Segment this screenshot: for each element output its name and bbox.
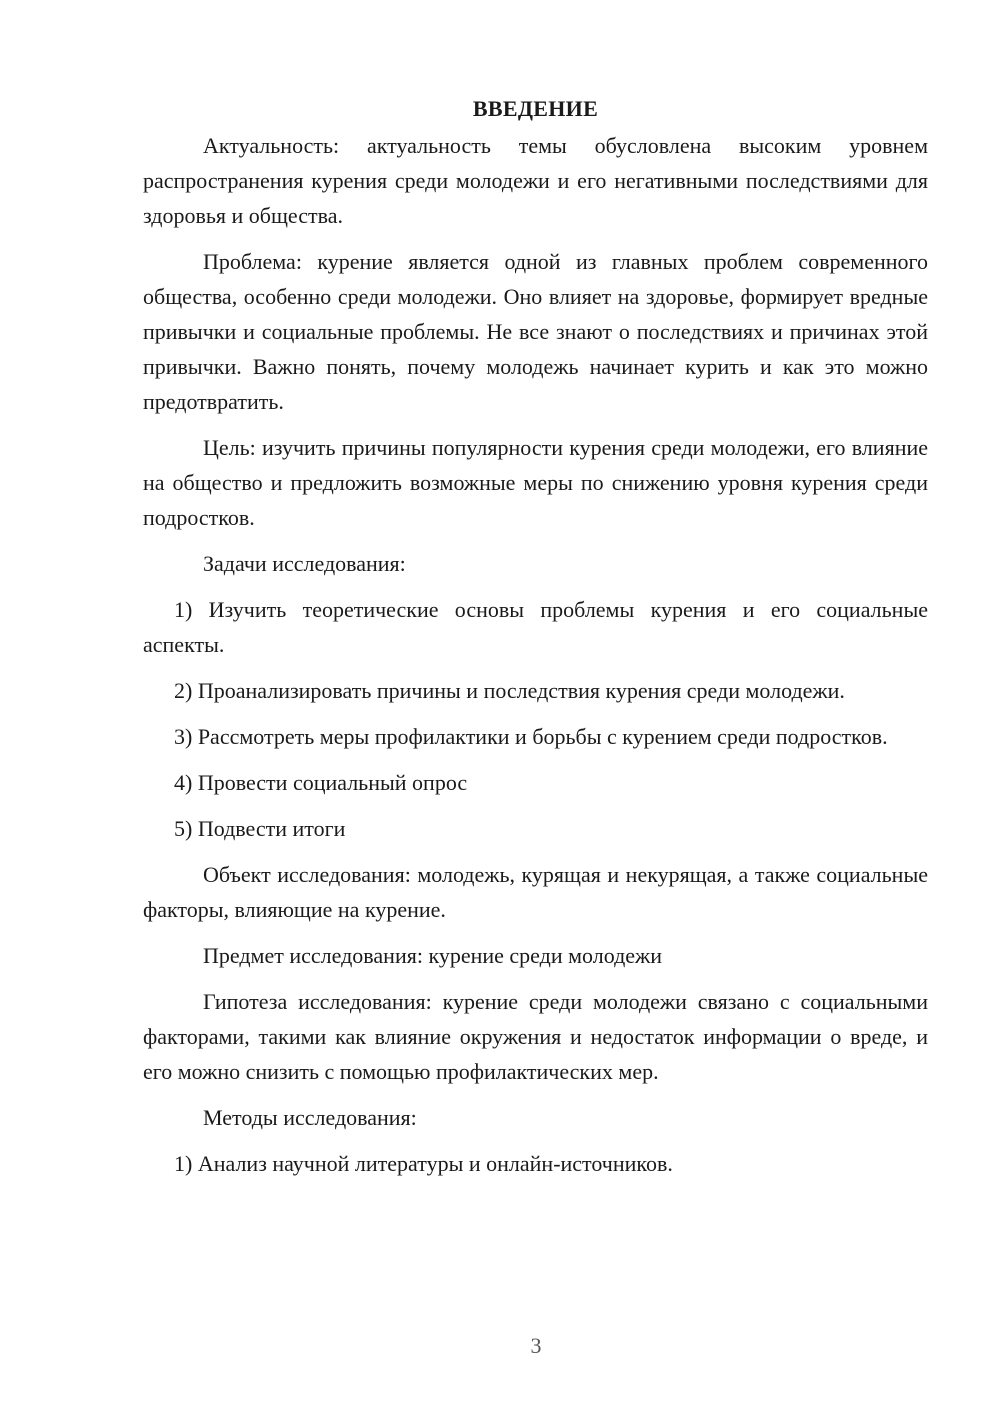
section-title: ВВЕДЕНИЕ: [472, 96, 599, 121]
method-item-1: 1) Анализ научной литературы и онлайн-источников.: [174, 1151, 673, 1176]
paragraph-methods-heading: Методы исследования:: [203, 1105, 417, 1130]
task-item-5: 5) Подвести итоги: [174, 816, 346, 841]
paragraph-goal: Цель: изучить причины популярности курения среди молодежи, его влияние на общество и предложить возможные меры по снижению уровня курения среди подростков.: [143, 435, 928, 530]
paragraph-tasks-heading: Задачи исследования:: [203, 551, 406, 576]
paragraph-relevance: Актуальность: актуальность темы обусловлена высоким уровнем распространения курения среди молодежи и его негативными последствиями для здоровья и общества.: [143, 133, 928, 228]
task-item-1: 1) Изучить теоретические основы проблемы курения и его социальные аспекты.: [143, 597, 928, 657]
paragraph-problem: Проблема: курение является одной из главных проблем современного общества, особенно среди молодежи. Оно влияет на здоровье, формирует вредные привычки и социальные проблемы. Не все знают о последствиях и причинах этой привычки. Важно понять, почему молодежь начинает курить и как это можно предотвратить.: [143, 249, 928, 414]
page-content: [143, 92, 928, 1192]
paragraph-hypothesis: Гипотеза исследования: курение среди молодежи связано с социальными факторами, такими как влияние окружения и недостаток информации о вреде, и его можно снизить с помощью профилактических мер.: [143, 989, 928, 1084]
task-item-2: 2) Проанализировать причины и последствия курения среди молодежи.: [174, 678, 845, 703]
page-number: 3: [530, 1333, 542, 1358]
task-item-3: 3) Рассмотреть меры профилактики и борьбы с курением среди подростков.: [174, 724, 888, 749]
paragraph-subject: Предмет исследования: курение среди молодежи: [203, 943, 663, 968]
task-item-4: 4) Провести социальный опрос: [174, 770, 468, 795]
paragraph-object: Объект исследования: молодежь, курящая и некурящая, а также социальные факторы, влияющие на курение.: [143, 862, 928, 922]
